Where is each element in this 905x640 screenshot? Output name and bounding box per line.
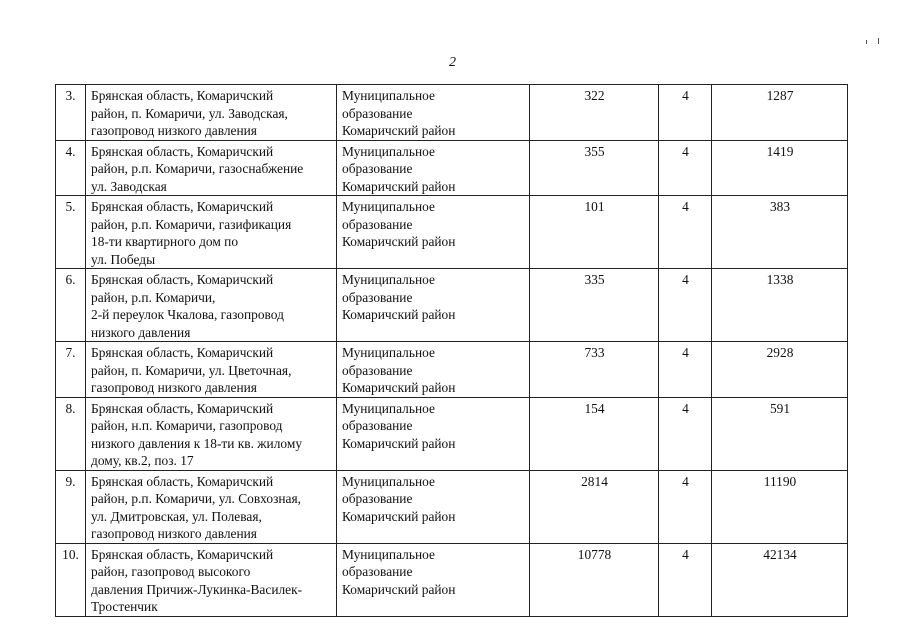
object-length: 101 bbox=[530, 196, 659, 269]
object-length: 335 bbox=[530, 269, 659, 342]
row-number: 6. bbox=[56, 269, 86, 342]
object-address: Брянская область, Комаричский район, н.п. Комаричи, газопровод низкого давления к 18-ти кв. жилому дому, кв.2, поз. 17 bbox=[86, 397, 337, 470]
object-owner: Муниципальное образование Комаричский район bbox=[337, 269, 530, 342]
object-value: 1338 bbox=[712, 269, 848, 342]
table-row bbox=[56, 342, 848, 398]
object-value: 1287 bbox=[712, 85, 848, 141]
object-value: 383 bbox=[712, 196, 848, 269]
table-row bbox=[56, 269, 848, 342]
row-number: 4. bbox=[56, 140, 86, 196]
row-number: 3. bbox=[56, 85, 86, 141]
object-address: Брянская область, Комаричский район, р.п. Комаричи, 2-й переулок Чкалова, газопровод низкого давления bbox=[86, 269, 337, 342]
object-count: 4 bbox=[659, 85, 712, 141]
row-number: 5. bbox=[56, 196, 86, 269]
object-owner: Муниципальное образование Комаричский район bbox=[337, 140, 530, 196]
object-value: 2928 bbox=[712, 342, 848, 398]
object-owner: Муниципальное образование Комаричский район bbox=[337, 543, 530, 616]
row-number: 7. bbox=[56, 342, 86, 398]
object-address: Брянская область, Комаричский район, р.п. Комаричи, газификация 18-ти квартирного дом по ул. Победы bbox=[86, 196, 337, 269]
table-row bbox=[56, 397, 848, 470]
property-table bbox=[55, 84, 848, 617]
object-length: 10778 bbox=[530, 543, 659, 616]
object-owner: Муниципальное образование Комаричский район bbox=[337, 85, 530, 141]
object-length: 733 bbox=[530, 342, 659, 398]
object-length: 2814 bbox=[530, 470, 659, 543]
object-owner: Муниципальное образование Комаричский район bbox=[337, 342, 530, 398]
object-value: 1419 bbox=[712, 140, 848, 196]
object-owner: Муниципальное образование Комаричский район bbox=[337, 470, 530, 543]
object-count: 4 bbox=[659, 269, 712, 342]
object-owner: Муниципальное образование Комаричский район bbox=[337, 196, 530, 269]
object-address: Брянская область, Комаричский район, п. Комаричи, ул. Заводская, газопровод низкого давления bbox=[86, 85, 337, 141]
object-count: 4 bbox=[659, 140, 712, 196]
object-address: Брянская область, Комаричский район, газопровод высокого давления Причиж-Лукинка-Василек- Тростенчик bbox=[86, 543, 337, 616]
object-length: 355 bbox=[530, 140, 659, 196]
table-body bbox=[56, 85, 848, 617]
table-row bbox=[56, 85, 848, 141]
object-owner: Муниципальное образование Комаричский район bbox=[337, 397, 530, 470]
scan-artifact bbox=[878, 38, 879, 44]
object-address: Брянская область, Комаричский район, р.п. Комаричи, газоснабжение ул. Заводская bbox=[86, 140, 337, 196]
object-count: 4 bbox=[659, 342, 712, 398]
page-number: 2 bbox=[449, 55, 456, 70]
object-address: Брянская область, Комаричский район, р.п. Комаричи, ул. Совхозная, ул. Дмитровская, ул. Полевая, газопровод низкого давления bbox=[86, 470, 337, 543]
object-value: 42134 bbox=[712, 543, 848, 616]
object-value: 11190 bbox=[712, 470, 848, 543]
object-count: 4 bbox=[659, 470, 712, 543]
object-address: Брянская область, Комаричский район, п. Комаричи, ул. Цветочная, газопровод низкого давления bbox=[86, 342, 337, 398]
object-count: 4 bbox=[659, 397, 712, 470]
object-length: 154 bbox=[530, 397, 659, 470]
table-row bbox=[56, 196, 848, 269]
object-count: 4 bbox=[659, 543, 712, 616]
object-length: 322 bbox=[530, 85, 659, 141]
table-row bbox=[56, 543, 848, 616]
row-number: 9. bbox=[56, 470, 86, 543]
table-row bbox=[56, 470, 848, 543]
scan-artifact bbox=[866, 40, 867, 44]
object-count: 4 bbox=[659, 196, 712, 269]
object-value: 591 bbox=[712, 397, 848, 470]
table-row bbox=[56, 140, 848, 196]
row-number: 10. bbox=[56, 543, 86, 616]
row-number: 8. bbox=[56, 397, 86, 470]
